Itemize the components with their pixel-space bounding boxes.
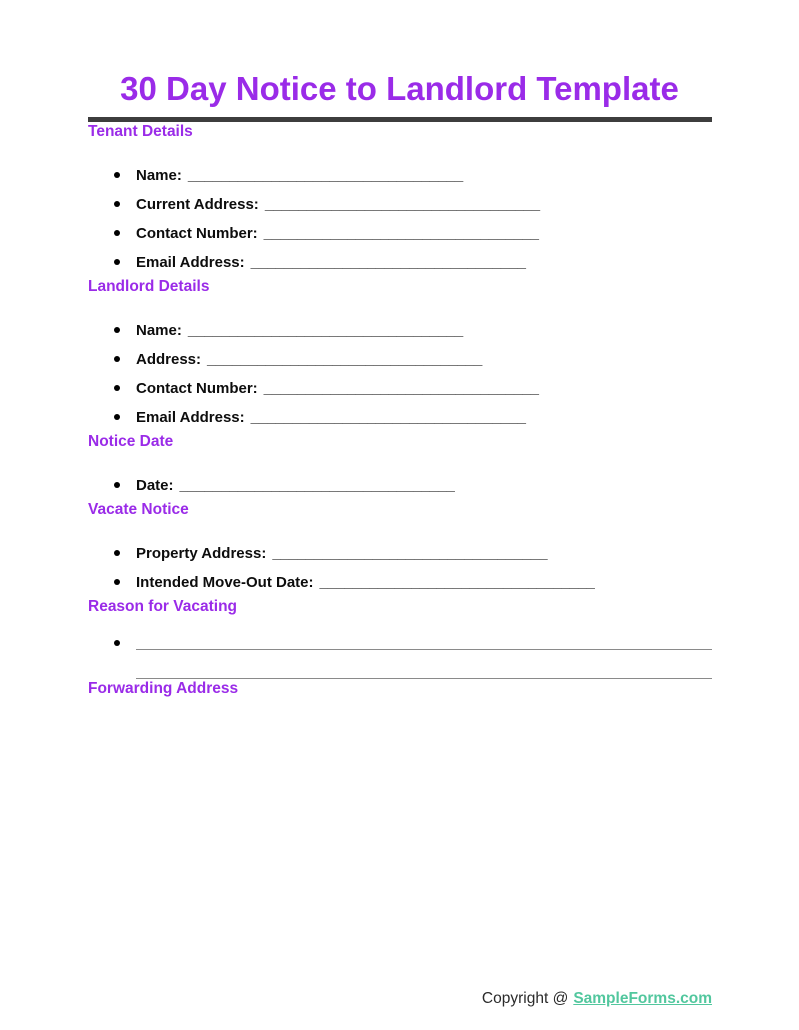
list-item: [88, 539, 712, 568]
copyright-text: Copyright @: [481, 990, 569, 1007]
field-blank-line: _________________________________: [250, 253, 526, 271]
list-item: [88, 568, 712, 597]
vacate-notice-list: [88, 539, 712, 597]
page-title: 30 Day Notice to Landlord Template: [120, 70, 679, 107]
section-heading-notice-date: Notice Date: [88, 432, 174, 450]
landlord-details-list: [88, 316, 712, 432]
document-body: [0, 122, 799, 699]
list-item: [88, 219, 712, 248]
section-heading-reason-for-vacating: Reason for Vacating: [88, 597, 238, 615]
section-heading-vacate-notice: Vacate Notice: [88, 500, 189, 518]
list-item: [88, 248, 712, 277]
field-label: Address:: [136, 350, 202, 368]
sampleforms-link[interactable]: SampleForms.com: [573, 990, 712, 1007]
field-label: Name:: [136, 166, 182, 184]
reason-writing-area: [88, 621, 712, 679]
field-label: Property Address:: [136, 544, 267, 562]
field-blank-line: _________________________________: [272, 544, 548, 562]
notice-date-list: [88, 471, 712, 500]
list-item: [88, 471, 712, 500]
list-item: [88, 316, 712, 345]
list-item: [88, 345, 712, 374]
field-blank-line: _________________________________: [319, 573, 595, 591]
field-blank-line: _________________________________: [207, 350, 483, 368]
field-label: Intended Move-Out Date:: [136, 573, 314, 591]
field-blank-line: _________________________________: [264, 195, 541, 213]
writing-line: [136, 650, 712, 679]
field-label: Email Address:: [136, 253, 245, 271]
footer: [482, 990, 712, 1008]
section-heading-tenant-details: Tenant Details: [88, 122, 193, 140]
list-item: [88, 403, 712, 432]
field-label: Date:: [136, 476, 174, 494]
field-label: Contact Number:: [136, 379, 258, 397]
field-blank-line: _________________________________: [187, 166, 464, 184]
tenant-details-list: [88, 161, 712, 277]
field-blank-line: _________________________________: [179, 476, 455, 494]
field-label: Current Address:: [136, 195, 259, 213]
field-label: Name:: [136, 321, 182, 339]
list-item: [88, 190, 712, 219]
field-label: Email Address:: [136, 408, 245, 426]
field-blank-line: _________________________________: [250, 408, 526, 426]
section-heading-forwarding-address: Forwarding Address: [88, 679, 239, 697]
section-heading-landlord-details: Landlord Details: [88, 277, 210, 295]
field-blank-line: _________________________________: [263, 379, 539, 397]
field-blank-line: _________________________________: [187, 321, 464, 339]
field-label: Contact Number:: [136, 224, 258, 242]
writing-line: [136, 621, 712, 650]
list-item: [88, 374, 712, 403]
list-item: [88, 161, 712, 190]
field-blank-line: _________________________________: [263, 224, 539, 242]
